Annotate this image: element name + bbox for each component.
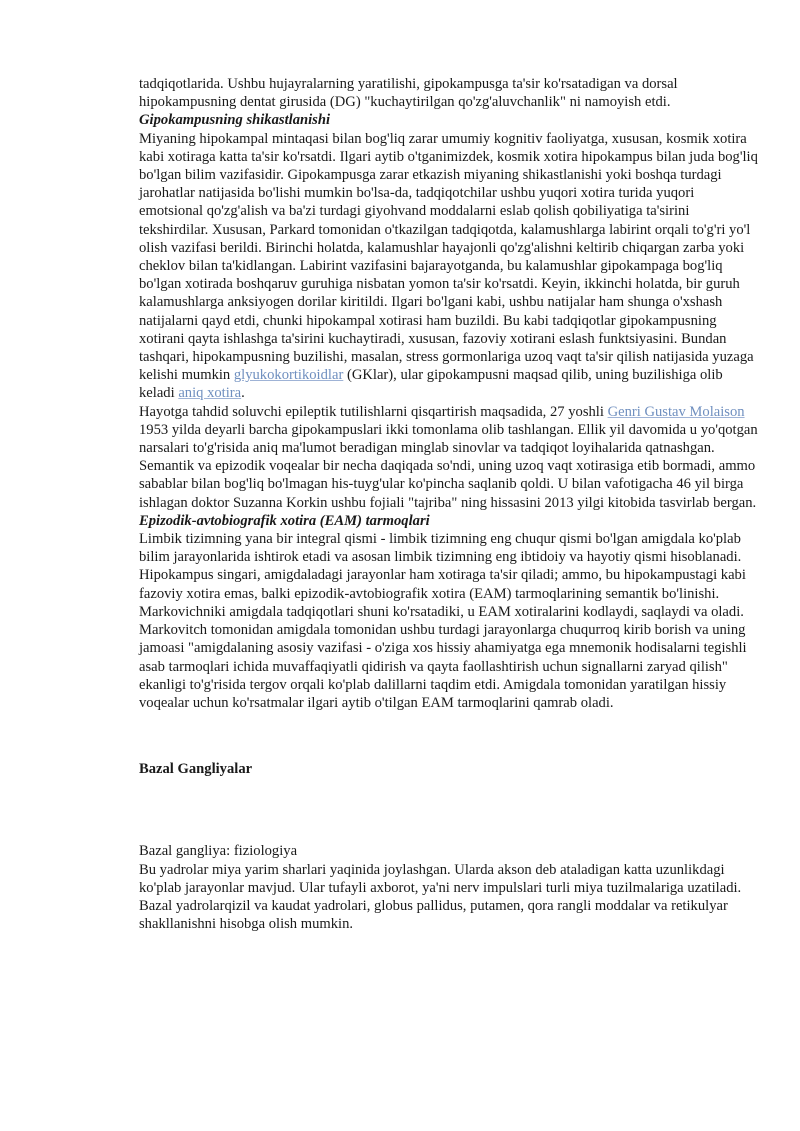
paragraph-hippocampus-damage bbox=[139, 130, 759, 403]
link-genri-gustav-molaison[interactable]: Genri Gustav Molaison bbox=[607, 403, 745, 420]
link-aniq-xotira[interactable]: aniq xotira bbox=[178, 385, 242, 402]
text-run: Hayotga tahdid soluvchi epileptik tutilishlarni qisqartirish maqsadida, 27 yoshli bbox=[139, 403, 608, 420]
heading-hippocampus-damage: Gipokampusning shikastlanishi bbox=[139, 112, 331, 129]
heading-eam-networks: Epizodik-avtobiografik xotira (EAM) tarmoqlari bbox=[139, 512, 430, 529]
heading-bazal-gangliyalar: Bazal Gangliyalar bbox=[139, 761, 253, 778]
text-run: Miyaning hipokampal mintaqasi bilan bog'liq zarar umumiy kognitiv faoliyatga, xususan, kosmik xotira kabi xotiraga katta ta'sir ko'rsatdi. Ilgari aytib o'tganimizdek, kosmik xotira hipokampus bilan juda bog'liq bo'lgan bilim vazifasidir. Gipokampusga zarar etkazish miyaning shikastlanishi yoki boshqa turdagi jarohatlar natijasida bo'lishi mumkin bo'lsa-da, tadqiqotchilar ushbu yuqori xotira turida yuqori emotsional qo'zg'alish va ba'zi turdagi giyohvand moddalarni eslab qolish qobiliyatiga ta'sirini tekshirdilar. Xususan, Parkard tomonidan o'tkazilgan tadqiqotda, kalamushlarga labirint orqali to'g'ri yo'l olish vazifasi berildi. Birinchi holatda, kalamushlar hayajonli qo'zg'alishni keltirib chiqargan zarba yoki cheklov bilan ta'kidlangan. Labirint vazifasini bajarayotganda, bu kalamushlar gipokampaga bog'liq bo'lgan xotirada boshqaruv guruhiga nisbatan yomon ta'sir ko'rsatdi. Keyin, ikkinchi holatda, bir guruh kalamushlarga anksiyogen dorilar kiritildi. Ilgari bo'lgani kabi, ushbu natijalar ham shunga o'xshash natijalarni qayd etdi, chunki hipokampal xotirasi ham buzildi. Bu kabi tadqiqotlar gipokampusning xotirani qayta ishlashga ta'sirini kuchaytiradi, xususan, fazoviy xotirani eslash funktsiyasini. Bundan tashqari, hipokampusning buzilishi, masalan, stress gormonlariga uzoq vaqt ta'sir qilish natijasida yuzaga kelishi mumkin bbox=[139, 130, 758, 384]
document-page bbox=[139, 75, 759, 933]
paragraph-molaison bbox=[139, 403, 759, 512]
text-run: 1953 yilda deyarli barcha gipokampuslari ikki tomonlama olib tashlangan. Ellik yil davomida u yo'qotgan narsalari to'g'risida aniq ma'lumot beradigan minglab sinovlar va tadqiqot loyihalarida qatnashgan. Semantik va epizodik voqealar bir necha daqiqada so'ndi, uning uzoq vaqt xotirasiga etib bormadi, ammo sabablar bilan bog'liq bo'lmagan his-tuyg'ular ko'pincha saqlanib qoldi. U bilan vafotigacha 46 yil birga ishlagan doktor Suzanna Korkin ushbu fojiali "tajriba" ning hissasini 2013 yilgi kitobida tasvirlab bergan. bbox=[139, 421, 758, 511]
text-run: (GKlar), ular gipokampusni maqsad qilib, uning buzilishiga olib keladi bbox=[139, 367, 723, 402]
text-run: . bbox=[241, 385, 245, 402]
paragraph-intro: tadqiqotlarida. Ushbu hujayralarning yaratilishi, gipokampusga ta'sir ko'rsatadigan va dorsal hipokampusning dentat girusida (DG) "kuchaytirilgan qo'zg'aluvchanlik" ni namoyish etdi. bbox=[139, 76, 678, 111]
link-glyukokortikoidlar[interactable]: glyukokortikoidlar bbox=[233, 367, 344, 384]
paragraph-bazal-2: Bazal yadrolarqizil va kaudat yadrolari, globus pallidus, putamen, qora rangli moddalar va retikulyar shakllanishni hisobga olish mumkin. bbox=[139, 897, 728, 933]
paragraph-bazal-1: Bu yadrolar miya yarim sharlari yaqinida joylashgan. Ularda akson deb ataladigan katta uzunlikdagi ko'plab jarayonlar mavjud. Ular tufayli axborot, ya'ni nerv impulslari turli miya tuzilmalariga uzatiladi. bbox=[139, 861, 742, 896]
heading-bazal-physiology: Bazal gangliya: fiziologiya bbox=[139, 843, 298, 860]
paragraph-eam: Limbik tizimning yana bir integral qismi - limbik tizimning eng chuqur qismi bo'lgan amigdala ko'plab bilim jarayonlarida ishtirok etadi va asosan limbik tizimning eng ibtidoiy va hayotiy qismi hisoblanadi. Hipokampus singari, amigdaladagi jarayonlar ham xotiraga ta'sir qiladi; ammo, bu hipokampustagi kabi fazoviy xotira emas, balki epizodik-avtobiografik xotira (EAM) tarmoqlarining semantik bo'linishi. Markovichniki amigdala tadqiqotlari shuni ko'rsatadiki, u EAM xotiralarini kodlaydi, saqlaydi va oladi. Markovitch tomonidan amigdala tomonidan ushbu turdagi jarayonlarga chuqurroq kirib borish va uning jamoasi "amigdalaning asosiy vazifasi - o'ziga xos hissiy ahamiyatga ega mnemonik hodisalarni tegishli asab tarmoqlari ichida muvaffaqiyatli qidirish va qayta faollashtirish uchun signallarni zaryad qilish" ekanligi to'g'risida tergov orqali ko'plab dalillarni taqdim etdi. Amigdala tomonidan yaratilgan hissiy voqealar uchun ko'rsatmalar ilgari aytib o'tilgan EAM tarmoqlarini qamrab oladi. bbox=[139, 531, 747, 711]
